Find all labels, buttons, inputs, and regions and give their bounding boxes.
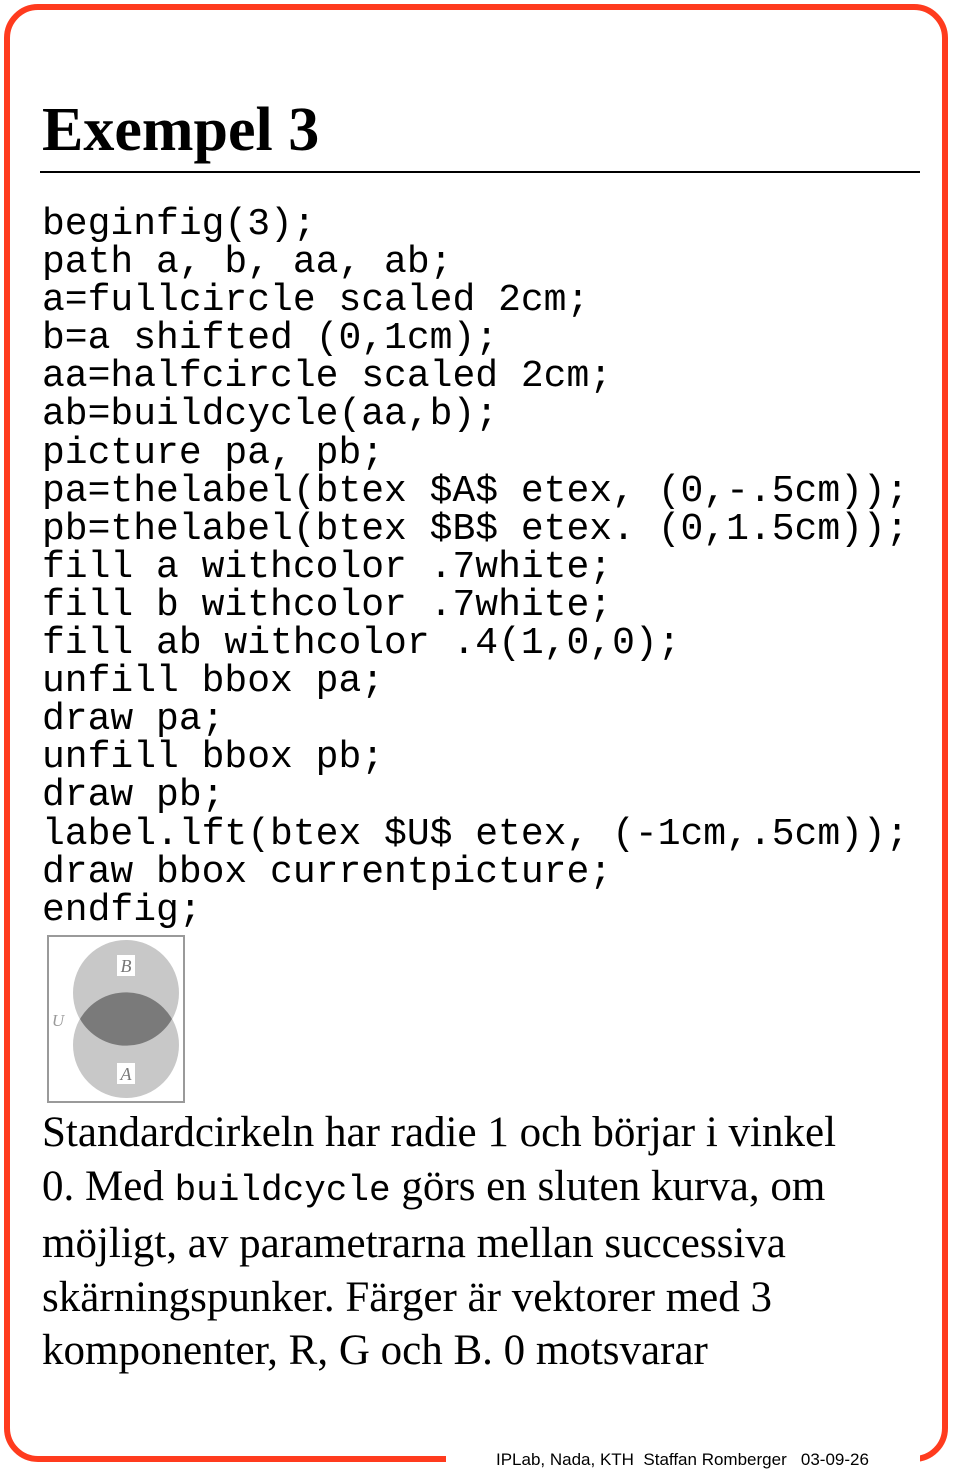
slide-footer: IPLab, Nada, KTH Staffan Romberger 03-09-26 xyxy=(496,1450,869,1469)
paragraph-line xyxy=(42,1160,922,1218)
code-line: pb=thelabel(btex $B$ etex. (0,1.5cm)); xyxy=(42,507,909,551)
venn-figure xyxy=(47,935,185,1103)
code-line: draw pb; xyxy=(42,774,225,818)
code-line: aa=halfcircle scaled 2cm; xyxy=(42,355,613,399)
code-line: fill ab withcolor .4(1,0,0); xyxy=(42,622,681,666)
paragraph-line: möjligt, av parametrarna mellan successiva xyxy=(42,1220,786,1267)
code-line: fill b withcolor .7white; xyxy=(42,583,613,627)
paragraph-line: komponenter, R, G och B. 0 motsvarar xyxy=(42,1327,708,1374)
code-listing xyxy=(42,203,909,932)
code-line: draw bbox currentpicture; xyxy=(42,850,613,894)
code-line: b=a shifted (0,1cm); xyxy=(42,317,499,361)
label-a: A xyxy=(120,1064,132,1084)
code-line: beginfig(3); xyxy=(42,203,316,246)
code-line: ab=buildcycle(aa,b); xyxy=(42,393,499,437)
paragraph-text: görs en sluten kurva, om xyxy=(390,1162,826,1210)
title-underline xyxy=(40,171,920,173)
code-line: pa=thelabel(btex $A$ etex, (0,-.5cm)); xyxy=(42,469,909,513)
paragraph-line: skärningspunker. Färger är vektorer med 3 xyxy=(42,1273,772,1321)
code-line: unfill bbox pb; xyxy=(42,736,385,780)
code-line: fill a withcolor .7white; xyxy=(42,545,613,589)
code-line: label.lft(btex $U$ etex, (-1cm,.5cm)); xyxy=(42,812,909,856)
code-line: unfill bbox pa; xyxy=(42,660,385,704)
explanation-paragraph xyxy=(42,1106,922,1378)
code-line: draw pa; xyxy=(42,698,225,742)
label-u: U xyxy=(51,1011,65,1030)
code-line: path a, b, aa, ab; xyxy=(42,241,453,285)
code-line: endfig; xyxy=(42,888,202,932)
code-line: a=fullcircle scaled 2cm; xyxy=(42,279,590,323)
inline-code: buildcycle xyxy=(174,1169,391,1211)
label-b: B xyxy=(120,956,132,976)
paragraph-line: Standardcirkeln har radie 1 och börjar i vinkel xyxy=(42,1109,837,1156)
paragraph-text: 0. Med xyxy=(42,1162,175,1210)
slide-title: Exempel 3 xyxy=(42,96,320,164)
code-line: picture pa, pb; xyxy=(42,431,385,475)
